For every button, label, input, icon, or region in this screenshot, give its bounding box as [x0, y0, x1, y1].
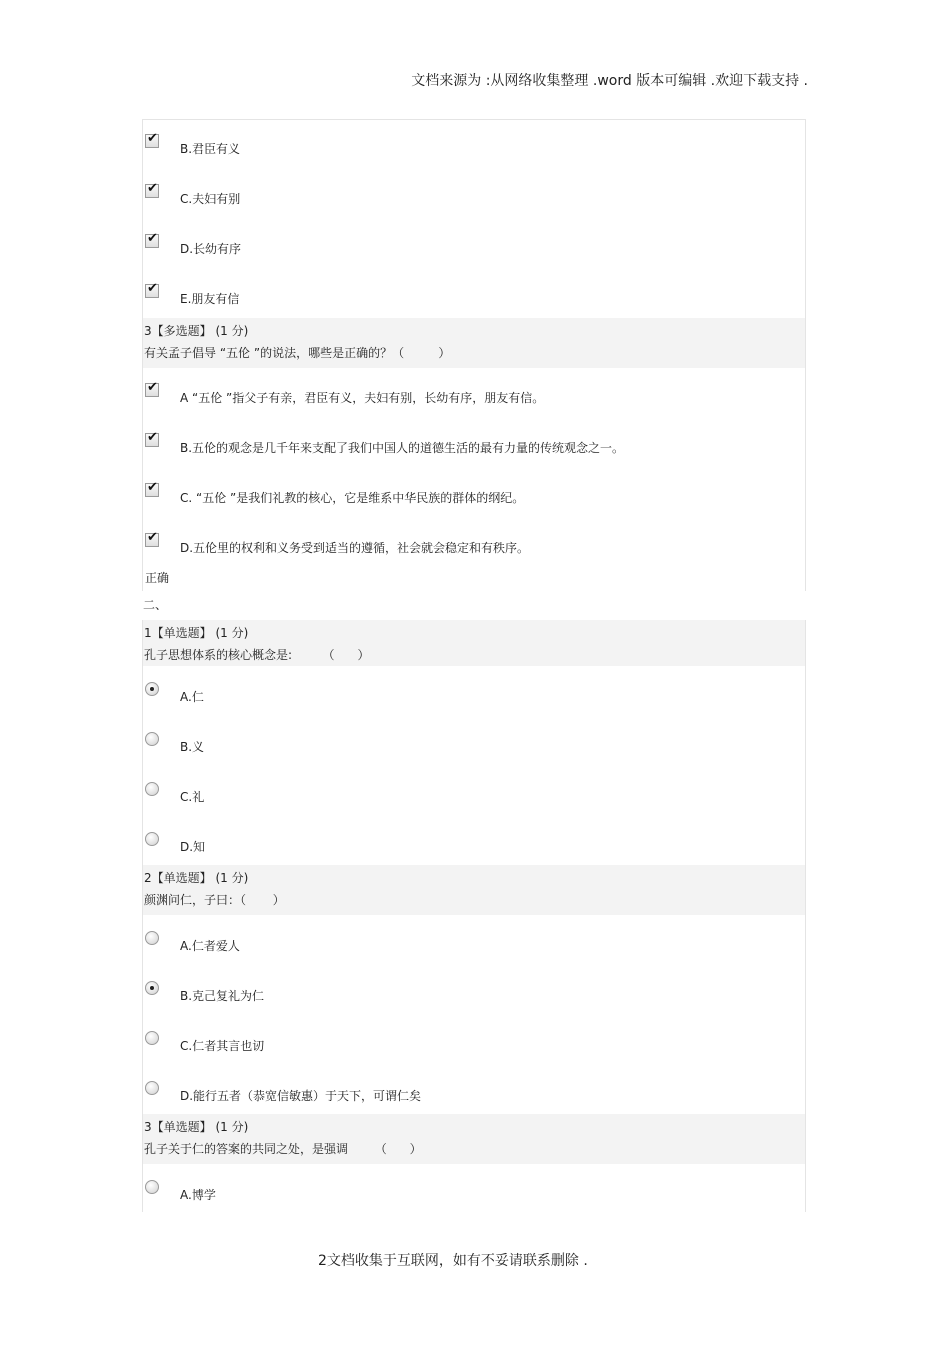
question-panel-part2 [142, 620, 806, 1212]
option-2-c[interactable] [143, 1031, 805, 1061]
option-label: B.义 [180, 740, 205, 754]
option-label: C.夫妇有别 [180, 192, 241, 206]
option-3-b[interactable] [143, 430, 805, 463]
radio-button-selected[interactable] [145, 682, 159, 696]
radio-dot-icon [150, 986, 154, 990]
radio-button[interactable] [145, 1081, 159, 1095]
option-prev-d[interactable] [143, 231, 805, 264]
option-prev-e[interactable] [143, 281, 805, 314]
option-2-d[interactable] [143, 1081, 805, 1111]
option-label: A.仁者爱人 [180, 939, 240, 953]
option-1-b[interactable] [143, 732, 805, 762]
checkbox[interactable] [145, 430, 159, 447]
option-label: B.克己复礼为仁 [180, 989, 265, 1003]
checkmark-icon: ✔ [147, 380, 158, 395]
option-1-a[interactable] [143, 682, 805, 712]
option-label: B.五伦的观念是几千年来支配了我们中国人的道德生活的最有力量的传统观念之一。 [180, 441, 625, 455]
footer-note: 2文档收集于互联网，如有不妥请联系删除 . [318, 1253, 588, 1269]
radio-button[interactable] [145, 1031, 159, 1045]
option-label: D.知 [180, 840, 206, 854]
radio-button[interactable] [145, 832, 159, 846]
option-1-c[interactable] [143, 782, 805, 812]
question-stem: 有关孟子倡导 “五伦 ”的说法，哪些是正确的？（ ） [144, 346, 451, 360]
question-header-2-single [143, 865, 805, 915]
option-label: D.能行五者（恭宽信敏惠）于天下，可谓仁矣 [180, 1089, 422, 1103]
checkmark-icon: ✔ [147, 281, 158, 296]
radio-button[interactable] [145, 931, 159, 945]
checkbox[interactable] [145, 281, 159, 298]
option-3-a[interactable] [143, 380, 805, 413]
checkmark-icon: ✔ [147, 181, 158, 196]
option-label: D.长幼有序 [180, 242, 242, 256]
checkmark-icon: ✔ [147, 530, 158, 545]
question-panel-part1 [142, 119, 806, 591]
radio-button[interactable] [145, 1180, 159, 1194]
question-title: 2【单选题】 (1 分) [144, 871, 249, 885]
question-stem: 孔子关于仁的答案的共同之处，是强调 （ ） [144, 1142, 422, 1156]
section-label: 二、 [143, 598, 168, 612]
answer-result: 正确 [145, 571, 170, 585]
question-header-1-single [143, 620, 805, 666]
option-3-c[interactable] [143, 480, 805, 513]
option-label: B.君臣有义 [180, 142, 241, 156]
checkbox[interactable] [145, 231, 159, 248]
question-title: 1【单选题】 (1 分) [144, 626, 249, 640]
option-label: A “五伦 ”指父子有亲，君臣有义，夫妇有别，长幼有序，朋友有信。 [180, 391, 545, 405]
option-2-a[interactable] [143, 931, 805, 961]
option-prev-b[interactable] [143, 131, 805, 164]
question-stem: 颜渊问仁，子曰：（ ） [144, 893, 285, 907]
checkmark-icon: ✔ [147, 430, 158, 445]
header-note: 文档来源为 :从网络收集整理 .word 版本可编辑 .欢迎下载支持 . [411, 73, 808, 89]
option-label: C. “五伦 ”是我们礼教的核心，它是维系中华民族的群体的纲纪。 [180, 491, 525, 505]
question-header-3-single [143, 1114, 805, 1164]
option-2-b[interactable] [143, 981, 805, 1011]
option-label: E.朋友有信 [180, 292, 240, 306]
checkbox[interactable] [145, 131, 159, 148]
option-label: C.仁者其言也讱 [180, 1039, 265, 1053]
option-label: A.仁 [180, 690, 204, 704]
option-label: D.五伦里的权利和义务受到适当的遵循，社会就会稳定和有秩序。 [180, 541, 530, 555]
question-title: 3【多选题】 (1 分) [144, 324, 249, 338]
checkbox[interactable] [145, 181, 159, 198]
checkmark-icon: ✔ [147, 131, 158, 146]
radio-button[interactable] [145, 732, 159, 746]
radio-button-selected[interactable] [145, 981, 159, 995]
question-title: 3【单选题】 (1 分) [144, 1120, 249, 1134]
option-label: C.礼 [180, 790, 205, 804]
checkbox[interactable] [145, 480, 159, 497]
option-3s-a[interactable] [143, 1180, 805, 1210]
question-header-3-multi [143, 318, 805, 368]
checkmark-icon: ✔ [147, 480, 158, 495]
radio-button[interactable] [145, 782, 159, 796]
option-prev-c[interactable] [143, 181, 805, 214]
question-stem: 孔子思想体系的核心概念是: （ ） [144, 648, 370, 662]
checkbox[interactable] [145, 380, 159, 397]
radio-dot-icon [150, 687, 154, 691]
checkbox[interactable] [145, 530, 159, 547]
option-label: A.博学 [180, 1188, 216, 1202]
option-3-d[interactable] [143, 530, 805, 563]
option-1-d[interactable] [143, 832, 805, 862]
checkmark-icon: ✔ [147, 231, 158, 246]
